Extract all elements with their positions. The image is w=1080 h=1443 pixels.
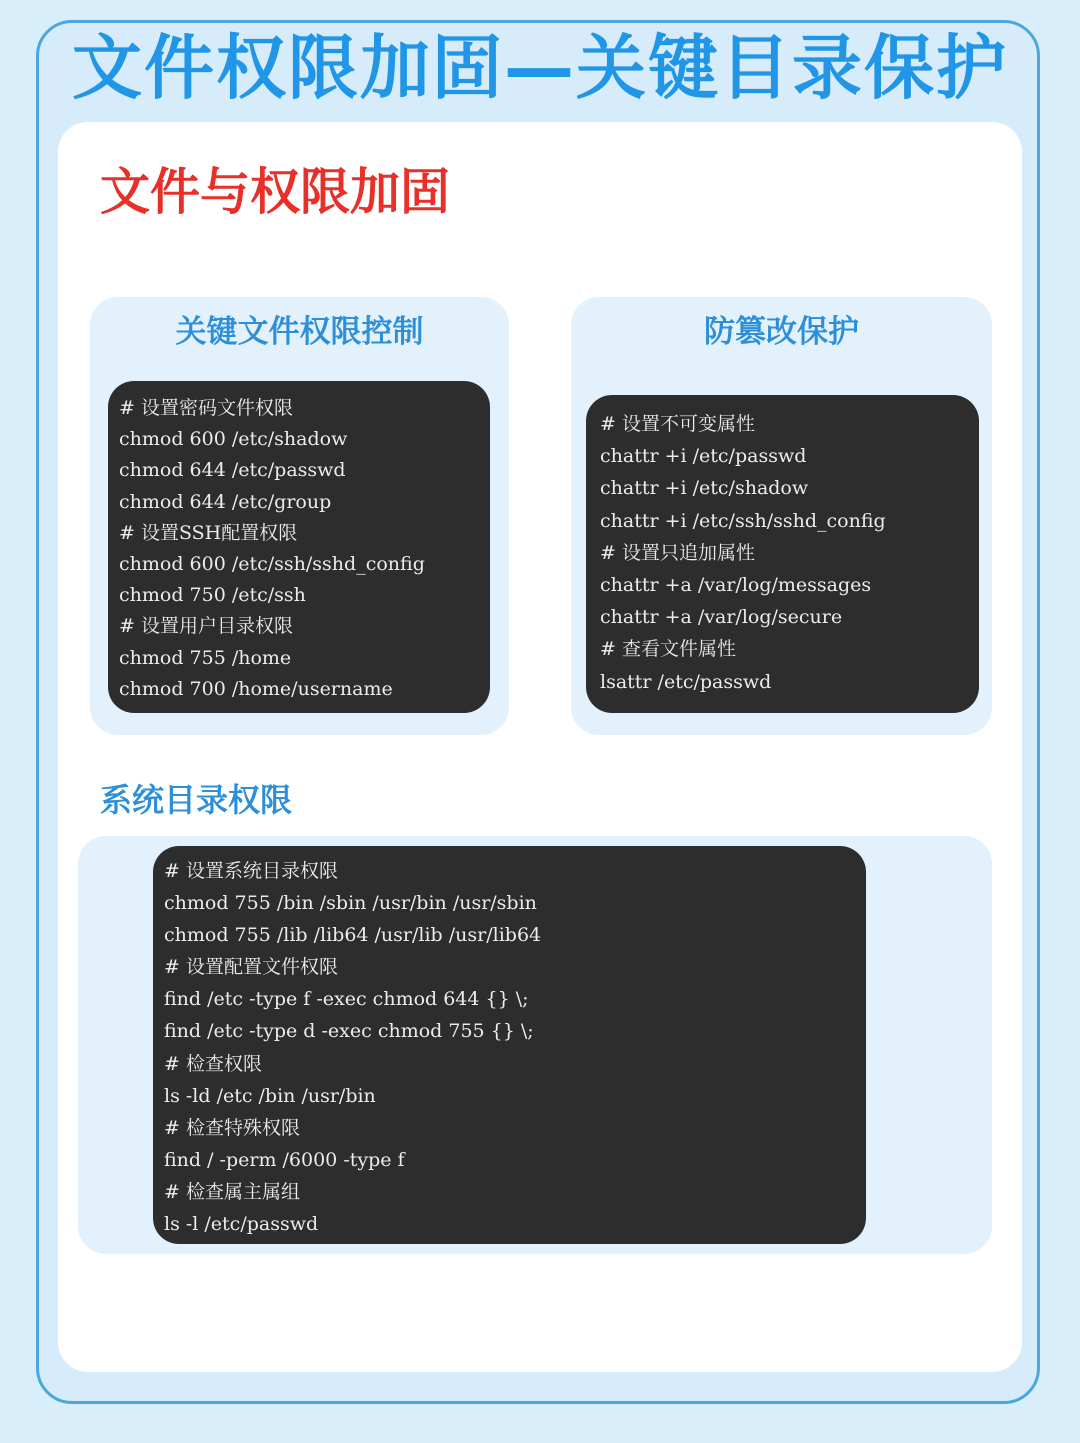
code-line: # 设置用户目录权限 xyxy=(119,615,293,638)
code-line: # 检查权限 xyxy=(164,1052,262,1075)
code-line: chmod 600 /etc/shadow xyxy=(119,428,348,451)
code-line: # 检查特殊权限 xyxy=(164,1116,300,1139)
key-files-panel-title: 关键文件权限控制 xyxy=(175,314,424,350)
system-dirs-heading: 系统目录权限 xyxy=(100,781,293,819)
code-line: # 设置配置文件权限 xyxy=(164,956,338,979)
code-line: find /etc -type f -exec chmod 644 {} \; xyxy=(164,988,529,1011)
tamper-protection-panel-title: 防篡改保护 xyxy=(704,314,859,350)
code-line: chattr +a /var/log/secure xyxy=(600,606,843,629)
code-line: # 设置不可变属性 xyxy=(600,413,755,435)
page-title: 文件权限加固—关键目录保护 xyxy=(72,27,1008,109)
code-line: chattr +a /var/log/messages xyxy=(600,574,872,597)
code-line: # 查看文件属性 xyxy=(600,638,736,661)
code-line: chmod 750 /etc/ssh xyxy=(119,584,306,607)
code-line: chmod 700 /home/username xyxy=(119,677,393,700)
code-line: find /etc -type d -exec chmod 755 {} \; xyxy=(164,1020,534,1043)
code-line: # 设置密码文件权限 xyxy=(119,397,293,419)
code-line: # 设置SSH配置权限 xyxy=(119,521,298,544)
key-files-code-block xyxy=(108,381,490,713)
code-line: # 设置系统目录权限 xyxy=(164,860,338,882)
tamper-protection-code-block xyxy=(586,395,979,713)
code-line: # 设置只追加属性 xyxy=(600,541,755,564)
section-heading: 文件与权限加固 xyxy=(100,163,450,221)
code-line: chattr +i /etc/ssh/sshd_config xyxy=(600,509,886,532)
code-line: find / -perm /6000 -type f xyxy=(164,1148,405,1171)
code-line: chmod 755 /home xyxy=(119,646,292,669)
code-line: chattr +i /etc/passwd xyxy=(600,445,807,468)
code-line: chmod 755 /lib /lib64 /usr/lib /usr/lib64 xyxy=(164,924,542,947)
code-line: chmod 600 /etc/ssh/sshd_config xyxy=(119,553,425,576)
code-line: chmod 755 /bin /sbin /usr/bin /usr/sbin xyxy=(164,892,537,915)
code-line: ls -ld /etc /bin /usr/bin xyxy=(164,1084,376,1107)
code-line: chmod 644 /etc/group xyxy=(119,490,332,513)
code-line: # 检查属主属组 xyxy=(164,1180,300,1203)
code-line: ls -l /etc/passwd xyxy=(164,1213,319,1236)
code-line: chmod 644 /etc/passwd xyxy=(119,459,346,482)
system-dirs-code-block xyxy=(153,846,866,1244)
code-line: lsattr /etc/passwd xyxy=(600,670,772,693)
code-line: chattr +i /etc/shadow xyxy=(600,477,809,500)
